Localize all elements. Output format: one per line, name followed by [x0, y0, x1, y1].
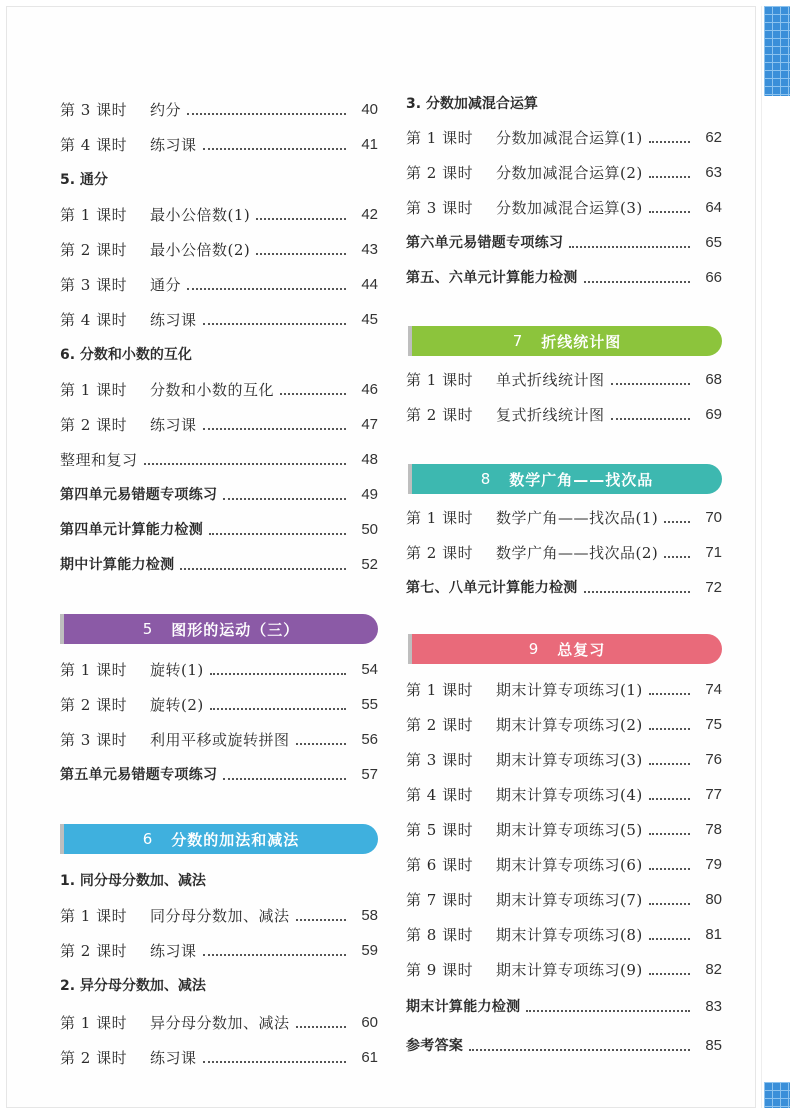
- dot-leader: [187, 287, 346, 290]
- unit-title: 分数的加法和减法: [171, 830, 300, 849]
- page-number: 66: [705, 269, 722, 286]
- entry-title: 练习课: [150, 1049, 197, 1067]
- toc-entry[interactable]: [60, 201, 378, 225]
- page-number: 59: [361, 942, 378, 959]
- unit-number: 6: [142, 830, 154, 848]
- dot-leader: [296, 918, 346, 921]
- lesson-label: 第 1 课时: [406, 509, 474, 527]
- entry-title: 复式折线统计图: [496, 406, 605, 424]
- unit-title: 图形的运动（三）: [171, 620, 300, 639]
- toc-entry[interactable]: [406, 781, 722, 805]
- unit-title: 总复习: [557, 640, 606, 659]
- entry-title: 练习课: [150, 311, 197, 329]
- unit-title: 数学广角——找次品: [509, 470, 654, 489]
- page-number: 54: [361, 661, 378, 678]
- unit-number: 5: [142, 620, 154, 638]
- page-number: 44: [361, 276, 378, 293]
- unit-banner: [64, 614, 378, 644]
- page-number: 74: [705, 681, 722, 698]
- unit-banner: [412, 326, 722, 356]
- lesson-label: 第 1 课时: [406, 129, 474, 147]
- edge-tab-bottom: [764, 1082, 790, 1108]
- toc-entry[interactable]: [406, 194, 722, 218]
- dot-leader: [203, 1060, 346, 1063]
- toc-entry[interactable]: [60, 726, 378, 750]
- dot-leader: [210, 707, 346, 710]
- lesson-label: 第 2 课时: [60, 696, 128, 714]
- entry-title: 最小公倍数(1): [150, 206, 251, 224]
- entry-title: 异分母分数加、减法: [150, 1014, 290, 1032]
- lesson-label: 第 1 课时: [60, 907, 128, 925]
- lesson-label: 第 2 课时: [406, 544, 474, 562]
- page-number: 45: [361, 311, 378, 328]
- dot-leader: [649, 140, 690, 143]
- page-number: 81: [705, 926, 722, 943]
- dot-leader: [569, 245, 690, 248]
- dot-leader: [296, 1025, 346, 1028]
- toc-entry[interactable]: [406, 1032, 722, 1056]
- page-number: 78: [705, 821, 722, 838]
- toc-entry[interactable]: [60, 1009, 378, 1033]
- page-number: 83: [705, 998, 722, 1015]
- page-number: 79: [705, 856, 722, 873]
- toc-entry[interactable]: [60, 411, 378, 435]
- lesson-label: 第 2 课时: [406, 164, 474, 182]
- entry-title: 期末计算专项练习(8): [496, 926, 643, 944]
- dot-leader: [203, 427, 346, 430]
- unit-number: 9: [528, 640, 540, 658]
- entry-title: 第六单元易错题专项练习: [406, 235, 564, 251]
- dot-leader: [223, 497, 346, 500]
- section-heading: 6. 分数和小数的互化: [60, 347, 192, 363]
- unit-banner: [412, 634, 722, 664]
- edge-tab-top: [764, 6, 790, 96]
- lesson-label: 第 4 课时: [60, 136, 128, 154]
- page-number: 40: [361, 101, 378, 118]
- page-number: 77: [705, 786, 722, 803]
- dot-leader: [649, 972, 690, 975]
- entry-title: 分数加减混合运算(2): [496, 164, 643, 182]
- page-number: 49: [361, 486, 378, 503]
- dot-leader: [649, 937, 690, 940]
- dot-leader: [210, 672, 346, 675]
- dot-leader: [584, 280, 690, 283]
- page-number: 62: [705, 129, 722, 146]
- toc-entry[interactable]: [60, 306, 378, 330]
- toc-entry[interactable]: [406, 816, 722, 840]
- page-number: 75: [705, 716, 722, 733]
- page-number: 70: [705, 509, 722, 526]
- page-number: 76: [705, 751, 722, 768]
- page-number: 47: [361, 416, 378, 433]
- toc-entry[interactable]: [406, 746, 722, 770]
- entry-title: 同分母分数加、减法: [150, 907, 290, 925]
- lesson-label: 第 2 课时: [406, 716, 474, 734]
- entry-title: 通分: [150, 276, 182, 294]
- lesson-label: 第 9 课时: [406, 961, 474, 979]
- page-number: 80: [705, 891, 722, 908]
- entry-title: 练习课: [150, 942, 197, 960]
- entry-title: 第四单元易错题专项练习: [60, 487, 218, 503]
- page-edge: [761, 6, 762, 1108]
- entry-title: 单式折线统计图: [496, 371, 605, 389]
- unit-banner: [64, 824, 378, 854]
- page-number: 58: [361, 907, 378, 924]
- page-number: 65: [705, 234, 722, 251]
- dot-leader: [526, 1009, 690, 1012]
- dot-leader: [649, 210, 690, 213]
- section-heading: 2. 异分母分数加、减法: [60, 978, 206, 994]
- dot-leader: [584, 590, 690, 593]
- lesson-label: 第 1 课时: [60, 1014, 128, 1032]
- toc-entry[interactable]: [406, 676, 722, 700]
- entry-title: 分数加减混合运算(3): [496, 199, 643, 217]
- entry-title: 期末计算专项练习(2): [496, 716, 643, 734]
- entry-title: 旋转(1): [150, 661, 204, 679]
- page-number: 48: [361, 451, 378, 468]
- toc-entry[interactable]: [60, 236, 378, 260]
- dot-leader: [649, 692, 690, 695]
- dot-leader: [203, 953, 346, 956]
- lesson-label: 第 2 课时: [60, 416, 128, 434]
- toc-entry[interactable]: [406, 574, 722, 598]
- toc-entry[interactable]: [406, 504, 722, 528]
- toc-entry[interactable]: [60, 551, 378, 575]
- lesson-label: 第 2 课时: [406, 406, 474, 424]
- dot-leader: [664, 520, 690, 523]
- lesson-label: 第 1 课时: [406, 371, 474, 389]
- section-heading: 1. 同分母分数加、减法: [60, 873, 206, 889]
- dot-leader: [469, 1048, 690, 1051]
- entry-title: 最小公倍数(2): [150, 241, 251, 259]
- unit-banner: [412, 464, 722, 494]
- lesson-label: 第 2 课时: [60, 942, 128, 960]
- lesson-label: 第 2 课时: [60, 1049, 128, 1067]
- dot-leader: [664, 555, 690, 558]
- entry-title: 数学广角——找次品(2): [496, 544, 659, 562]
- toc-entry[interactable]: [60, 516, 378, 540]
- dot-leader: [256, 217, 346, 220]
- entry-title: 参考答案: [406, 1038, 464, 1054]
- entry-title: 期末计算专项练习(5): [496, 821, 643, 839]
- entry-title: 数学广角——找次品(1): [496, 509, 659, 527]
- dot-leader: [203, 147, 346, 150]
- toc-entry[interactable]: [406, 539, 722, 563]
- dot-leader: [611, 417, 690, 420]
- entry-title: 练习课: [150, 136, 197, 154]
- unit-title: 折线统计图: [541, 332, 622, 351]
- entry-title: 第五、六单元计算能力检测: [406, 270, 578, 286]
- toc-entry[interactable]: [60, 131, 378, 155]
- toc-entry[interactable]: [406, 851, 722, 875]
- toc-entry[interactable]: [406, 711, 722, 735]
- entry-title: 分数和小数的互化: [150, 381, 275, 399]
- dot-leader: [649, 902, 690, 905]
- dot-leader: [649, 832, 690, 835]
- page-number: 56: [361, 731, 378, 748]
- lesson-label: 第 3 课时: [60, 101, 128, 119]
- page-number: 82: [705, 961, 722, 978]
- toc-entry[interactable]: [406, 921, 722, 945]
- entry-title: 旋转(2): [150, 696, 204, 714]
- unit-number: 7: [512, 332, 524, 350]
- lesson-label: 第 7 课时: [406, 891, 474, 909]
- toc-entry[interactable]: [406, 229, 722, 253]
- entry-title: 期末计算专项练习(3): [496, 751, 643, 769]
- toc-entry[interactable]: [406, 993, 722, 1017]
- entry-title: 分数加减混合运算(1): [496, 129, 643, 147]
- toc-entry[interactable]: [60, 937, 378, 961]
- section-heading: 5. 通分: [60, 172, 108, 188]
- entry-title: 期末计算专项练习(7): [496, 891, 643, 909]
- lesson-label: 第 1 课时: [60, 206, 128, 224]
- entry-title: 期末计算专项练习(9): [496, 961, 643, 979]
- dot-leader: [187, 112, 346, 115]
- section-heading: 3. 分数加减混合运算: [406, 96, 538, 112]
- page-number: 61: [361, 1049, 378, 1066]
- entry-title: 整理和复习: [60, 451, 138, 469]
- toc-entry[interactable]: [406, 886, 722, 910]
- lesson-label: 第 4 课时: [60, 311, 128, 329]
- unit-number: 8: [480, 470, 492, 488]
- entry-title: 约分: [150, 101, 182, 119]
- toc-entry[interactable]: [406, 956, 722, 980]
- toc-entry[interactable]: [60, 96, 378, 120]
- toc-entry[interactable]: [406, 124, 722, 148]
- lesson-label: 第 3 课时: [406, 199, 474, 217]
- toc-entry[interactable]: [60, 1044, 378, 1068]
- toc-entry[interactable]: [406, 159, 722, 183]
- toc-entry[interactable]: [60, 902, 378, 926]
- toc-entry[interactable]: [406, 264, 722, 288]
- lesson-label: 第 6 课时: [406, 856, 474, 874]
- page-number: 52: [361, 556, 378, 573]
- toc-entry[interactable]: [60, 271, 378, 295]
- page-number: 68: [705, 371, 722, 388]
- lesson-label: 第 8 课时: [406, 926, 474, 944]
- lesson-label: 第 3 课时: [60, 276, 128, 294]
- entry-title: 期末计算能力检测: [406, 999, 521, 1015]
- toc-entry[interactable]: [60, 691, 378, 715]
- dot-leader: [649, 867, 690, 870]
- entry-title: 期中计算能力检测: [60, 557, 175, 573]
- page-number: 55: [361, 696, 378, 713]
- page-number: 46: [361, 381, 378, 398]
- dot-leader: [209, 532, 346, 535]
- lesson-label: 第 1 课时: [60, 661, 128, 679]
- entry-title: 期末计算专项练习(1): [496, 681, 643, 699]
- page-number: 60: [361, 1014, 378, 1031]
- toc-entry[interactable]: [60, 656, 378, 680]
- dot-leader: [649, 175, 690, 178]
- dot-leader: [649, 797, 690, 800]
- lesson-label: 第 2 课时: [60, 241, 128, 259]
- page-number: 64: [705, 199, 722, 216]
- entry-title: 期末计算专项练习(6): [496, 856, 643, 874]
- lesson-label: 第 3 课时: [406, 751, 474, 769]
- toc-entry[interactable]: [406, 366, 722, 390]
- entry-title: 练习课: [150, 416, 197, 434]
- dot-leader: [649, 762, 690, 765]
- lesson-label: 第 5 课时: [406, 821, 474, 839]
- page-number: 43: [361, 241, 378, 258]
- page-number: 41: [361, 136, 378, 153]
- dot-leader: [203, 322, 346, 325]
- dot-leader: [223, 777, 346, 780]
- dot-leader: [296, 742, 346, 745]
- dot-leader: [144, 462, 346, 465]
- page-number: 42: [361, 206, 378, 223]
- lesson-label: 第 1 课时: [406, 681, 474, 699]
- page-number: 50: [361, 521, 378, 538]
- entry-title: 第七、八单元计算能力检测: [406, 580, 578, 596]
- dot-leader: [180, 567, 346, 570]
- dot-leader: [256, 252, 346, 255]
- entry-title: 利用平移或旋转拼图: [150, 731, 290, 749]
- page-number: 85: [705, 1037, 722, 1054]
- page-number: 72: [705, 579, 722, 596]
- toc-entry[interactable]: [60, 376, 378, 400]
- toc-entry[interactable]: [60, 446, 378, 470]
- page-number: 71: [705, 544, 722, 561]
- lesson-label: 第 3 课时: [60, 731, 128, 749]
- dot-leader: [649, 727, 690, 730]
- entry-title: 期末计算专项练习(4): [496, 786, 643, 804]
- toc-entry[interactable]: [60, 761, 378, 785]
- page-number: 57: [361, 766, 378, 783]
- entry-title: 第四单元计算能力检测: [60, 522, 203, 538]
- page-number: 69: [705, 406, 722, 423]
- lesson-label: 第 4 课时: [406, 786, 474, 804]
- dot-leader: [611, 382, 690, 385]
- toc-entry[interactable]: [406, 401, 722, 425]
- dot-leader: [280, 392, 346, 395]
- entry-title: 第五单元易错题专项练习: [60, 767, 218, 783]
- lesson-label: 第 1 课时: [60, 381, 128, 399]
- page-number: 63: [705, 164, 722, 181]
- toc-entry[interactable]: [60, 481, 378, 505]
